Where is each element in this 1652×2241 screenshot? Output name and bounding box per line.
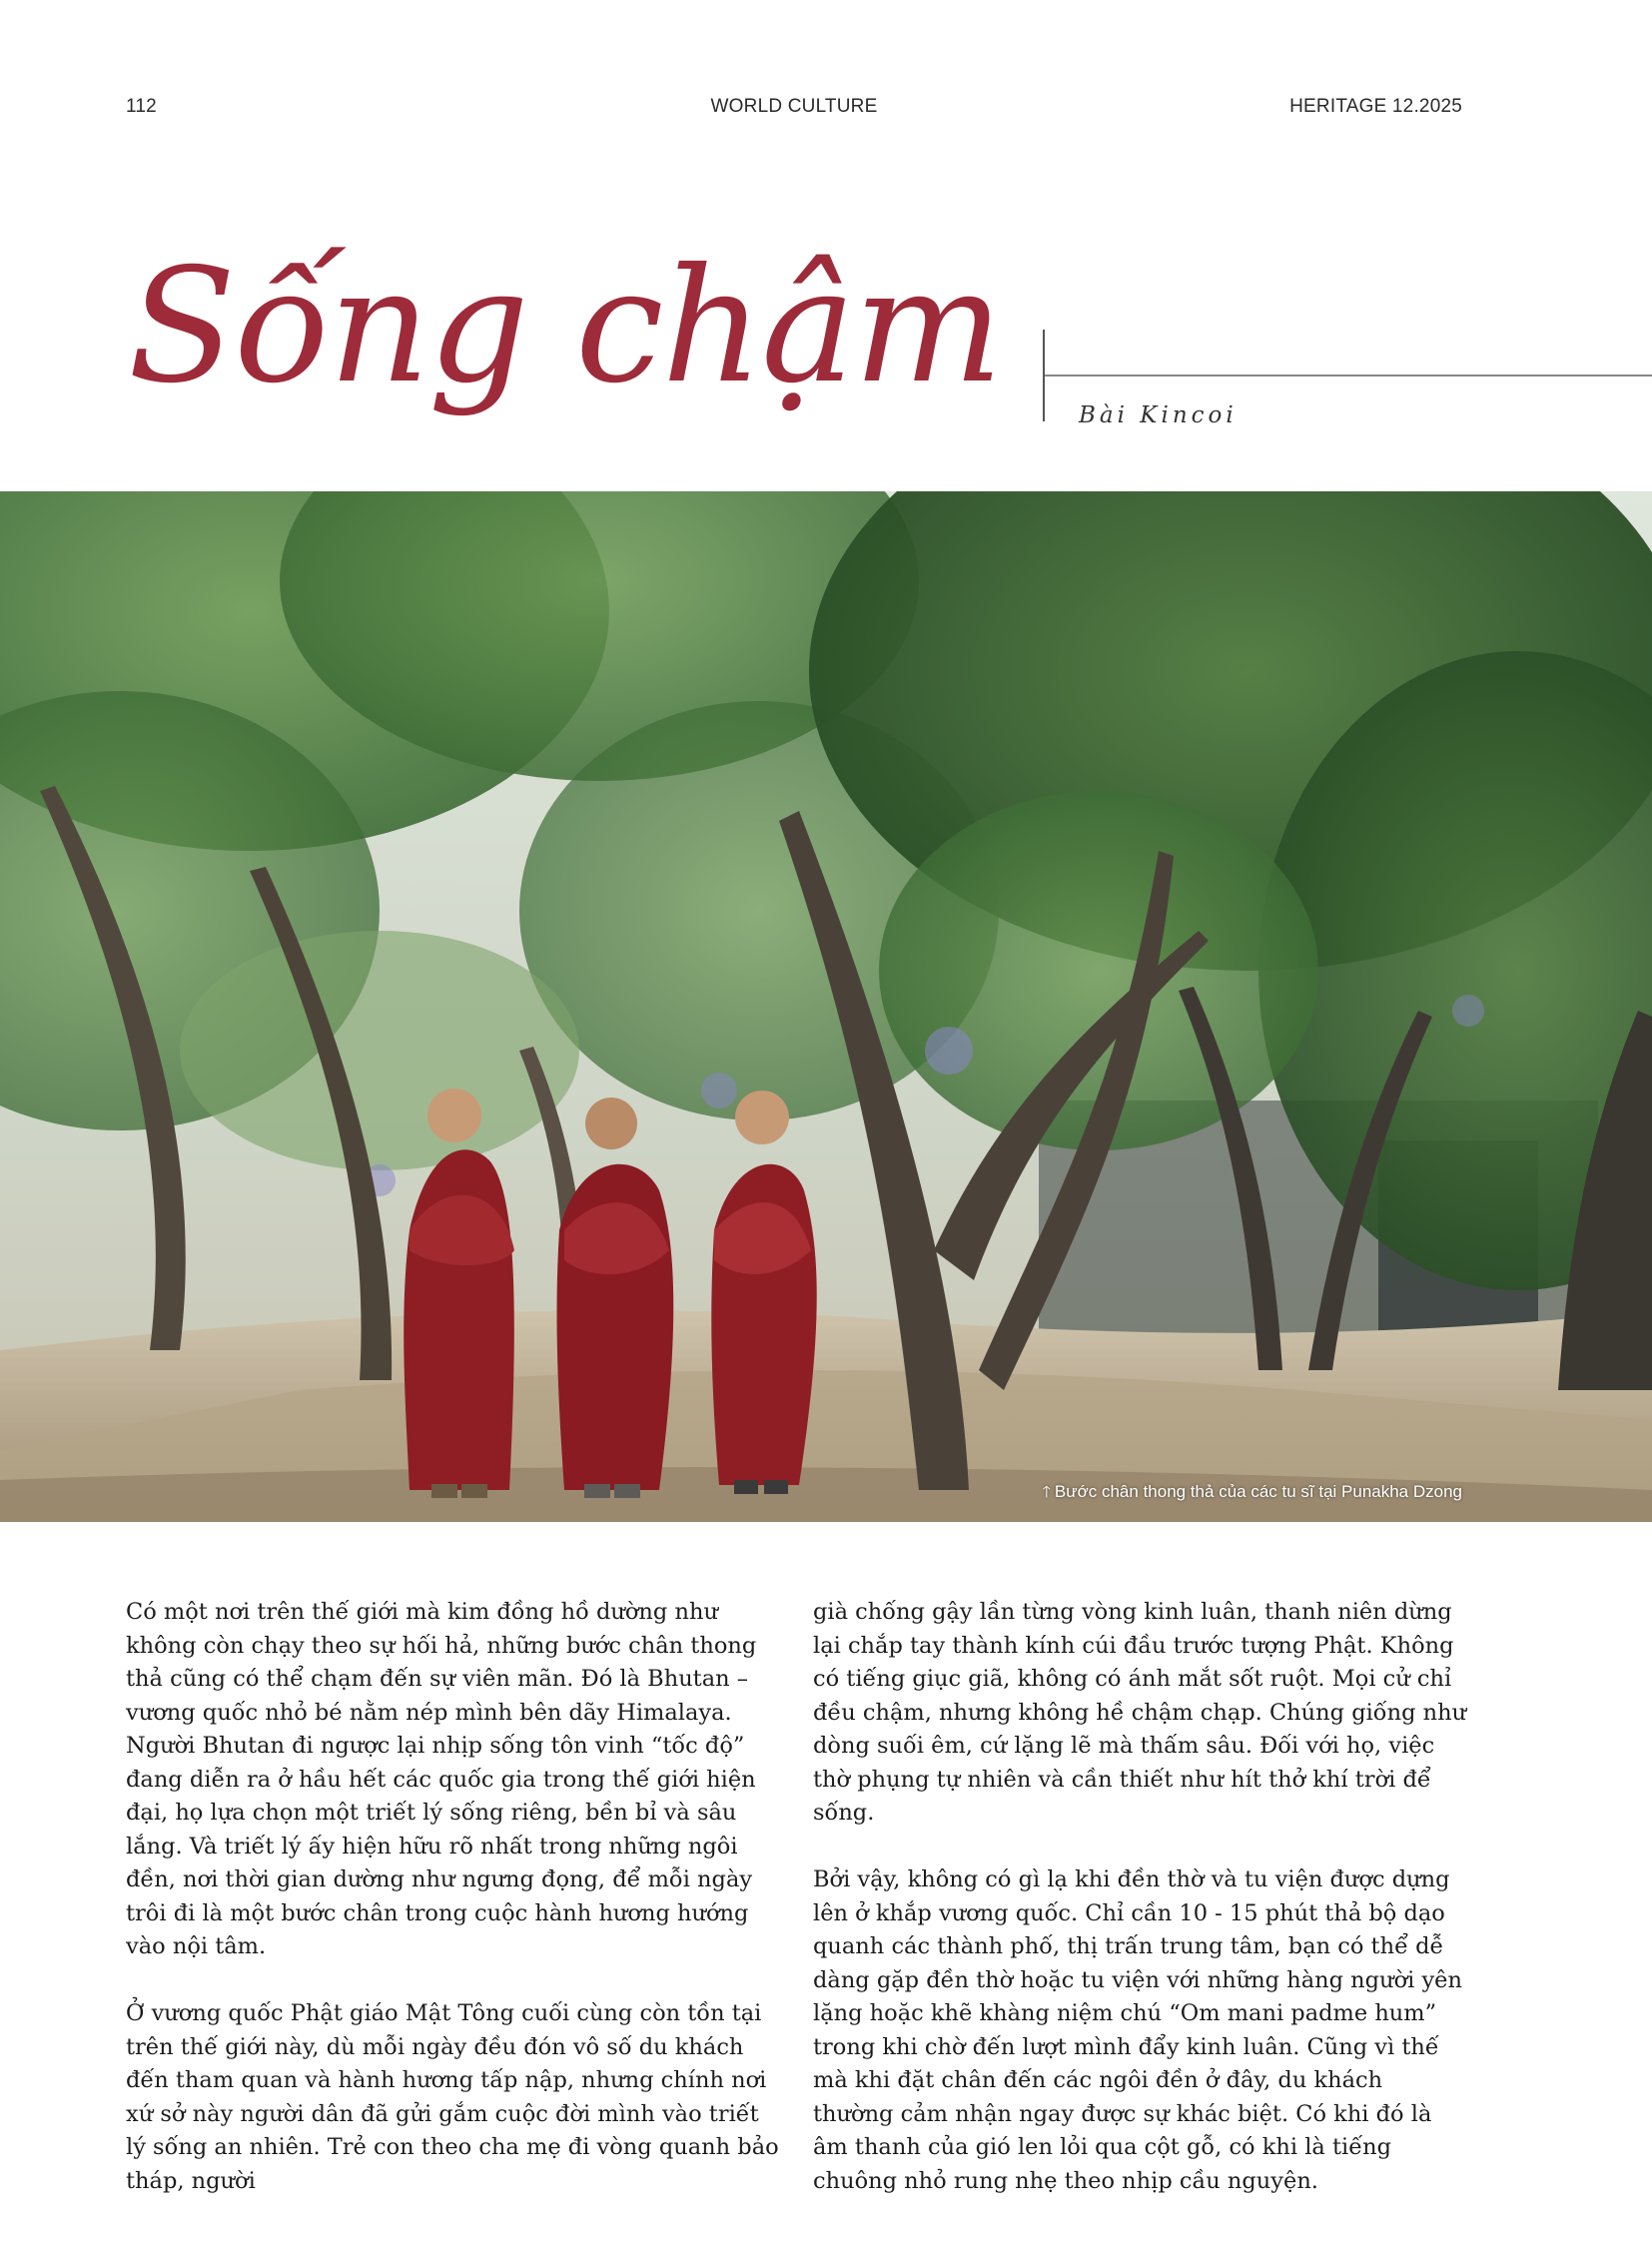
photo-caption xyxy=(1043,1481,1462,1508)
paragraph: Bởi vậy, không có gì lạ khi đền thờ và tu viện được dựng lên ở khắp vương quốc. Chỉ cần 10 - 15 phút thả bộ dạo quanh các thành phố, thị trấn trung tâm, bạn có thể dễ dàng gặp đền thờ hoặc tu viện với những hàng người yên lặng hoặc khẽ khàng niệm chú “Om mani padme hum” trong khi chờ đến lượt mình đẩy kinh luân. Cũng vì thế mà khi đặt chân đến các ngôi đền ở đây, du khách thường cảm nhận ngay được sự khác biệt. Có khi đó là âm thanh của gió len lỏi qua cột gỗ, có khi là tiếng chuông nhỏ rung nhẹ theo nhịp cầu nguyện. xyxy=(813,1867,1462,2194)
issue-label: HERITAGE 12.2025 xyxy=(1289,96,1462,117)
monks-walking-illustration xyxy=(0,491,1652,1522)
article-title: Sống chậm xyxy=(128,235,1002,418)
hero-photo xyxy=(0,491,1652,1522)
section-label: WORLD CULTURE xyxy=(710,96,878,117)
paragraph: Ở vương quốc Phật giáo Mật Tông cuối cùng còn tồn tại trên thế giới này, dù mỗi ngày đều đón vô số du khách đến tham quan và hành hương tấp nập, nhưng chính nơi xứ sở này người dân đã gửi gắm cuộc đời mình vào triết lý sống an nhiên. Trẻ con theo cha mẹ đi vòng quanh bảo tháp, người xyxy=(126,2000,779,2194)
page-header xyxy=(126,96,1462,120)
body-column-1 xyxy=(126,1596,781,2232)
article-byline: Bài Kincoi xyxy=(1079,402,1238,428)
photo-caption-text: Bước chân thong thả của các tu sĩ tại Punakha Dzong xyxy=(1054,1482,1462,1501)
paragraph: Có một nơi trên thế giới mà kim đồng hồ dường như không còn chạy theo sự hối hả, những bước chân thong thả cũng có thể chạm đến sự viên mãn. Đó là Bhutan – vương quốc nhỏ bé nằm nép mình bên dãy Himalaya. Người Bhutan đi ngược lại nhịp sống tôn vinh “tốc độ” đang diễn ra ở hầu hết các quốc gia trong thế giới hiện đại, họ lựa chọn một triết lý sống riêng, bền bỉ và sâu lắng. Và triết lý ấy hiện hữu rõ nhất trong những ngôi đền, nơi thời gian dường như ngưng đọng, để mỗi ngày trôi đi là một bước chân trong cuộc hành hương hướng vào nội tâm. xyxy=(126,1599,757,1959)
title-divider-horizontal xyxy=(1045,374,1652,376)
paragraph: già chống gậy lần từng vòng kinh luân, thanh niên dừng lại chắp tay thành kính cúi đầu trước tượng Phật. Không có tiếng giục giã, không có ánh mắt sốt ruột. Mọi cử chỉ đều chậm, nhưng không hề chậm chạp. Chúng giống như dòng suối êm, cứ lặng lẽ mà thấm sâu. Đối với họ, việc thờ phụng tự nhiên và cần thiết như hít thở khí trời để sống. xyxy=(813,1599,1467,1826)
page-number: 112 xyxy=(126,96,157,117)
arrow-up-icon: 🡑 xyxy=(1042,1484,1051,1501)
body-column-2 xyxy=(813,1596,1468,2232)
